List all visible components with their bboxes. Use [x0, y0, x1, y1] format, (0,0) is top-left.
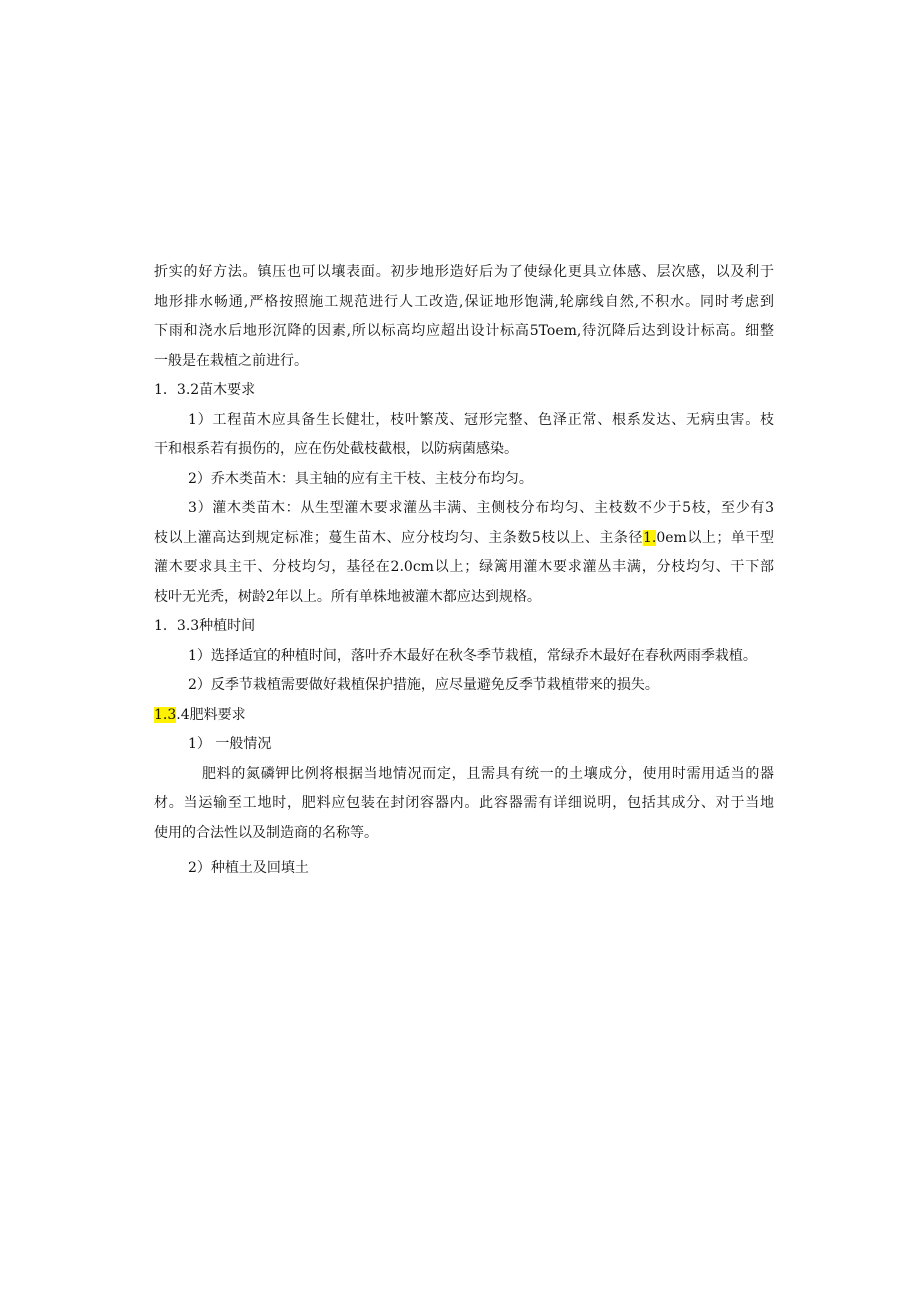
subheading: 2）种植土及回填土	[188, 860, 309, 876]
paragraph-line: 干和根系若有损伤的，应在伤处截枝截根，以防病菌感染。	[154, 441, 518, 457]
highlighted-text: 1.	[642, 529, 657, 546]
text-run: 枝以上灌高达到规定标准；蔓生苗木、应分枝均匀、主条数5枝以上、主条径	[154, 529, 643, 546]
paragraph-line	[154, 524, 774, 554]
paragraph-line: 材。当运输至工地时，肥料应包装在封闭容器内。此容器需有详细说明，包括其成分、对于当地	[154, 795, 774, 811]
document-body	[154, 258, 774, 884]
subheading: 1） 一般情况	[188, 736, 272, 752]
paragraph-line: 灌木要求具主干、分枝均匀，基径在2.0cm以上；绿篱用灌木要求灌丛丰满，分枝均匀、干下部	[154, 559, 774, 575]
paragraph-line: 2）反季节栽植需要做好栽植保护措施，应尽量避免反季节栽植带来的损失。	[188, 677, 659, 693]
paragraph-line: 下雨和浇水后地形沉降的因素,所以标高均应超出设计标高5Toem,待沉降后达到设计标高。细整	[154, 323, 774, 339]
paragraph-line: 1）选择适宜的种植时间，落叶乔木最好在秋冬季节栽植，常绿乔木最好在春秋两雨季栽植。	[188, 647, 757, 664]
paragraph-line: 使用的合法性以及制造商的名称等。	[154, 824, 378, 841]
paragraph-line: 地形排水畅通,严格按照施工规范进行人工改造,保证地形饱满,轮廓线自然,不积水。同时考虑到	[154, 293, 774, 310]
section-heading-1-3-3: 1．3.3种植时间	[154, 618, 256, 634]
paragraph-line: 折实的好方法。镇压也可以壤表面。初步地形造好后为了使绿化更具立体感、层次感，以及利于	[154, 264, 774, 280]
paragraph-line: 1）工程苗木应具备生长健壮，枝叶繁茂、冠形完整、色泽正常、根系发达、无病虫害。枝	[188, 411, 774, 428]
paragraph-line: 一般是在栽植之前进行。	[154, 352, 308, 369]
paragraph-line: 枝叶无光秃，树龄2年以上。所有单株地被灌木都应达到规格。	[154, 588, 541, 605]
section-heading-1-3-4	[154, 701, 774, 731]
paragraph-line: 肥料的氮磷钾比例将根据当地情况而定，且需具有统一的土壤成分，使用时需用适当的器	[202, 765, 774, 782]
section-heading-1-3-2: 1．3.2苗木要求	[154, 382, 256, 398]
text-run: 0em以上；单干型	[656, 529, 775, 546]
text-run: .4肥料要求	[176, 706, 246, 723]
highlighted-text: 1.3	[154, 706, 177, 723]
paragraph-line: 2）乔木类苗木：具主轴的应有主干枝、主枝分布均匀。	[188, 470, 533, 487]
paragraph-line: 3）灌木类苗木：从生型灌木要求灌丛丰满、主侧枝分布均匀、主枝数不少于5枝，至少有3	[188, 500, 774, 516]
